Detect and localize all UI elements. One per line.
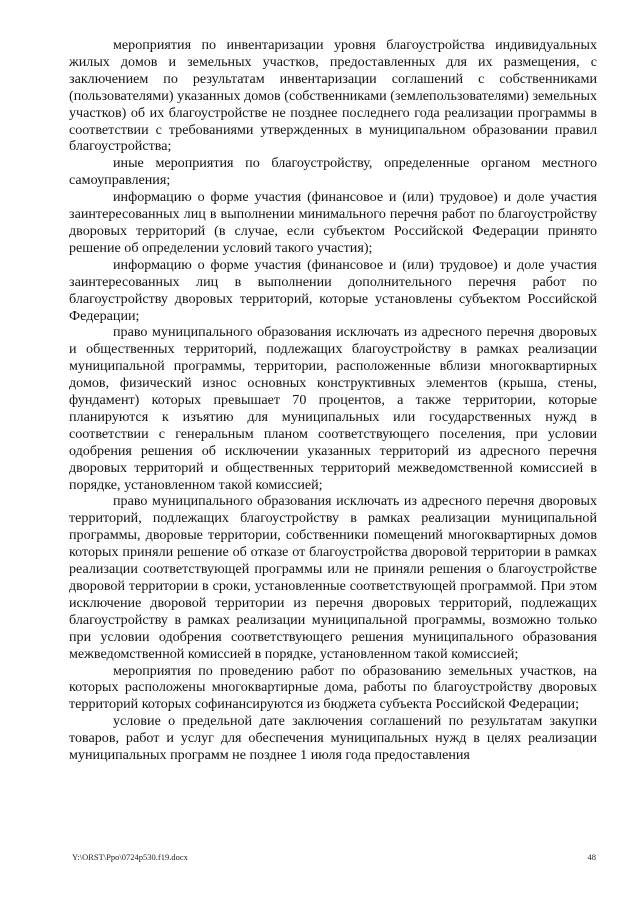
paragraph-inventory-measures: мероприятия по инвентаризации уровня благоустройства индивидуальных жилых домов и земельных участков, предоставленных для их размещения, с заключением по результатам инвентаризации соглашений с собственниками (пользователями) указанных домов (собственниками (землепользователями) земельных участков) об их благоустройстве не позднее последнего года реализации программы в соответствии с требованиями утвержденных в муниципальном образовании правил благоустройства; — [69, 37, 597, 155]
paragraph-additional-list-participation: информацию о форме участия (финансовое и (или) трудовое) и доле участия заинтересованных лиц в выполнении дополнительного перечня работ по благоустройству дворовых территорий, которые установлены субъектом Российской Федерации; — [69, 256, 597, 324]
paragraph-land-plot-formation: мероприятия по проведению работ по образованию земельных участков, на которых расположены многоквартирные дома, работы по благоустройству дворовых территорий которых софинансируются из бюджета субъекта Российской Федерации; — [69, 662, 597, 713]
footer-file-path: Y:\ORST\Ppo\0724p530.f19.docx — [72, 852, 188, 862]
footer-page-number: 48 — [587, 852, 596, 862]
paragraph-minimal-list-participation: информацию о форме участия (финансовое и (или) трудовое) и доле участия заинтересованных лиц в выполнении минимального перечня работ по благоустройству дворовых территорий (в случае, если субъектом Российской Федерации принято решение об определении условий такого участия); — [69, 189, 597, 256]
paragraph-exclusion-right-worn-buildings: право муниципального образования исключать из адресного перечня дворовых и общественных территорий, подлежащих благоустройству в рамках реализации муниципальной программы, территории, расположенные вблизи многоквартирных домов, физический износ основных конструктивных элементов (крыша, стены, фундамент) которых превышает 70 процентов, а также территории, которые планируются к изъятию для муниципальных или государственных нужд в соответствии с генеральным планом соответствующего поселения, при условии одобрения решения об исключении указанных территорий из адресного перечня дворовых территорий и общественных территорий межведомственной комиссией в порядке, установленном такой комиссией; — [69, 324, 597, 493]
paragraph-other-measures: иные мероприятия по благоустройству, определенные органом местного самоуправления; — [69, 155, 597, 189]
page-footer — [72, 852, 596, 862]
paragraph-exclusion-right-refusal: право муниципального образования исключать из адресного перечня дворовых территорий, подлежащих благоустройству в рамках реализации муниципальной программы, дворовые территории, собственники помещений многоквартирных домов которых приняли решение об отказе от благоустройства дворовой территории в рамках реализации соответствующей программы или не приняли решения о благоустройстве дворовой территории в сроки, установленные соответствующей программой. При этом исключение дворовой территории из перечня дворовых территорий, подлежащих благоустройству в рамках реализации муниципальной программы, возможно только при условии одобрения соответствующего решения муниципального образования межведомственной комиссией в порядке, установленном такой комиссией; — [69, 493, 597, 662]
document-body — [69, 37, 597, 764]
paragraph-agreement-deadline: условие о предельной дате заключения соглашений по результатам закупки товаров, работ и услуг для обеспечения муниципальных нужд в целях реализации муниципальных программ не позднее 1 июля года предоставления — [69, 713, 597, 764]
